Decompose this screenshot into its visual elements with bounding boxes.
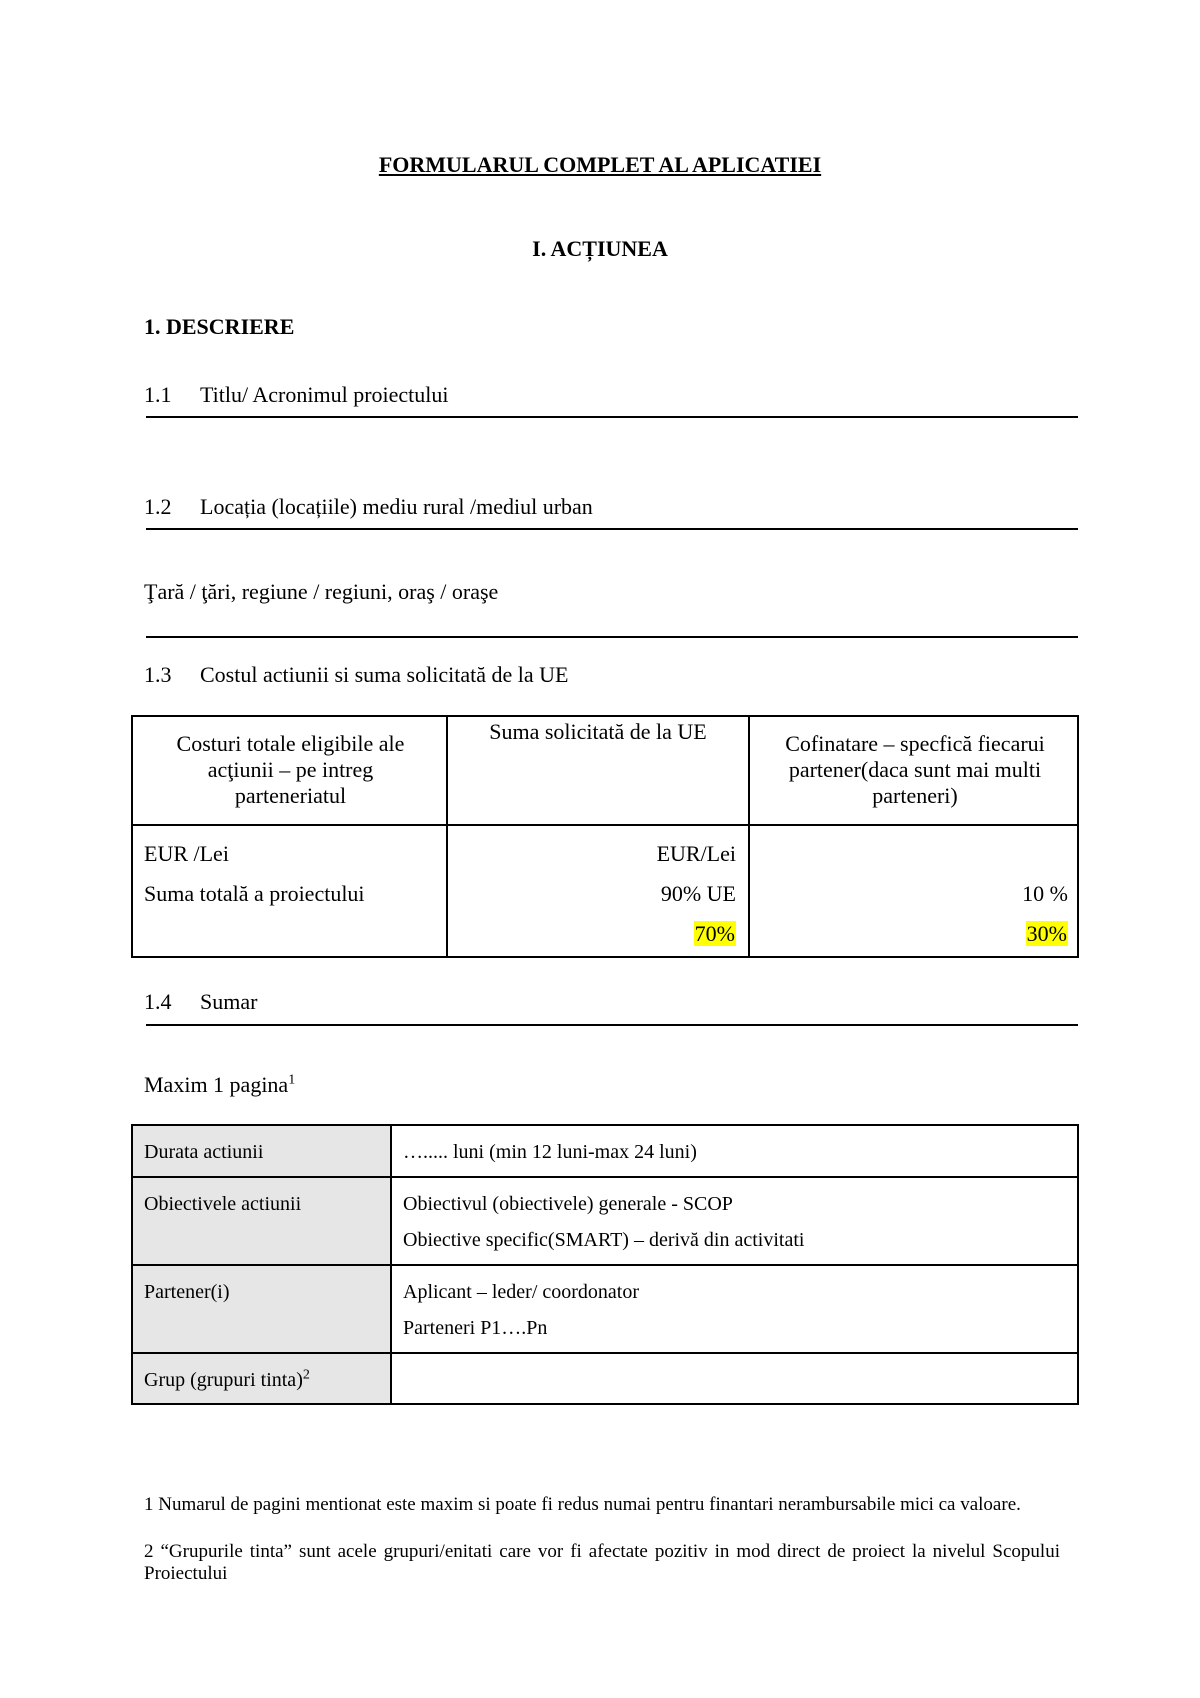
table-divider: [446, 717, 448, 956]
cost-table: [131, 715, 1079, 958]
field-1-2: [144, 494, 593, 520]
field-label: Titlu/ Acronimul proiectului: [200, 382, 449, 407]
field-1-1: [144, 382, 449, 408]
summary-row-value: Parteneri P1….Pn: [403, 1317, 548, 1339]
cost-header-cofinancing: Cofinatare – specfică fiecarui partener(daca sunt mai multi parteneri): [785, 731, 1045, 808]
cost-cell: Suma totală a proiectului: [144, 881, 365, 906]
field-number: 1.2: [144, 494, 172, 519]
highlighted-value: 70%: [694, 921, 735, 946]
summary-table: [131, 1124, 1079, 1405]
table-divider: [133, 1176, 1077, 1178]
summary-row-label: Obiectivele actiunii: [144, 1193, 302, 1215]
field-label: Costul actiunii si suma solicitată de la UE: [200, 662, 569, 687]
field-number: 1.4: [144, 989, 172, 1014]
summary-row-label: Partener(i): [144, 1281, 230, 1303]
summary-row-value: Obiectivul (obiectivele) generale - SCOP: [403, 1193, 733, 1215]
section-heading: 1. DESCRIERE: [144, 314, 295, 339]
cost-header-total: Costuri totale eligibile ale acţiunii – pe intreg parteneriatul: [176, 731, 405, 808]
summary-row-value: Obiective specific(SMART) – derivă din activitati: [403, 1229, 805, 1251]
max-pages-label: Maxim 1 pagina: [144, 1072, 289, 1097]
field-label: Sumar: [200, 989, 258, 1014]
summary-row-label-text: Grup (grupuri tinta): [144, 1369, 303, 1391]
cost-header-eu: Suma solicitată de la UE: [489, 719, 707, 744]
field-1-1-line[interactable]: [146, 416, 1078, 418]
field-number: 1.1: [144, 382, 172, 407]
footnote-ref: 1: [288, 1072, 296, 1088]
field-label: Locația (locațiile) mediu rural /mediul urban: [200, 494, 593, 519]
document-title: FORMULARUL COMPLET AL APLICATIEI: [378, 152, 822, 177]
field-1-4: [144, 989, 257, 1015]
summary-row-label: Durata actiunii: [144, 1141, 264, 1163]
summary-row-value: Aplicant – leder/ coordonator: [403, 1281, 640, 1303]
country-field-label: Ţară / ţări, regiune / regiuni, oraş / oraşe: [144, 579, 499, 604]
footnote-number: 1: [144, 1494, 154, 1515]
footnote-2: [144, 1541, 1060, 1585]
cost-cell: EUR /Lei: [144, 841, 229, 866]
summary-row-label: [144, 1368, 310, 1392]
target-group-input[interactable]: [393, 1354, 1078, 1404]
footnote-text: “Grupurile tinta” sunt acele grupuri/enitati care vor fi afectate pozitiv in mod direct de proiect la nivelul Scopului Proiectului: [144, 1541, 1060, 1584]
table-divider: [133, 824, 1077, 826]
cost-cell: 10 %: [1022, 881, 1068, 906]
max-pages-note: [144, 1072, 295, 1098]
table-divider: [133, 1264, 1077, 1266]
field-1-2-line[interactable]: [146, 528, 1078, 530]
summary-row-value: …..... luni (min 12 luni-max 24 luni): [403, 1141, 697, 1163]
field-1-4-line[interactable]: [146, 1024, 1078, 1026]
country-field-line[interactable]: [146, 636, 1078, 638]
table-divider: [748, 717, 750, 956]
cost-cell: EUR/Lei: [656, 841, 736, 866]
cost-cell-highlight: [755, 921, 1068, 947]
cost-cell-highlight: [453, 921, 736, 947]
footnote-ref: 2: [302, 1367, 310, 1383]
footnote-1: [144, 1494, 1060, 1516]
field-1-3: [144, 662, 568, 688]
footnote-text: Numarul de pagini mentionat este maxim si poate fi redus numai pentru finantari nerambursabile mici ca valoare.: [158, 1494, 1021, 1515]
highlighted-value: 30%: [1026, 921, 1067, 946]
chapter-heading: I. ACȚIUNEA: [532, 236, 668, 261]
cost-cell: 90% UE: [660, 881, 736, 906]
footnote-number: 2: [144, 1541, 154, 1562]
field-number: 1.3: [144, 662, 172, 687]
